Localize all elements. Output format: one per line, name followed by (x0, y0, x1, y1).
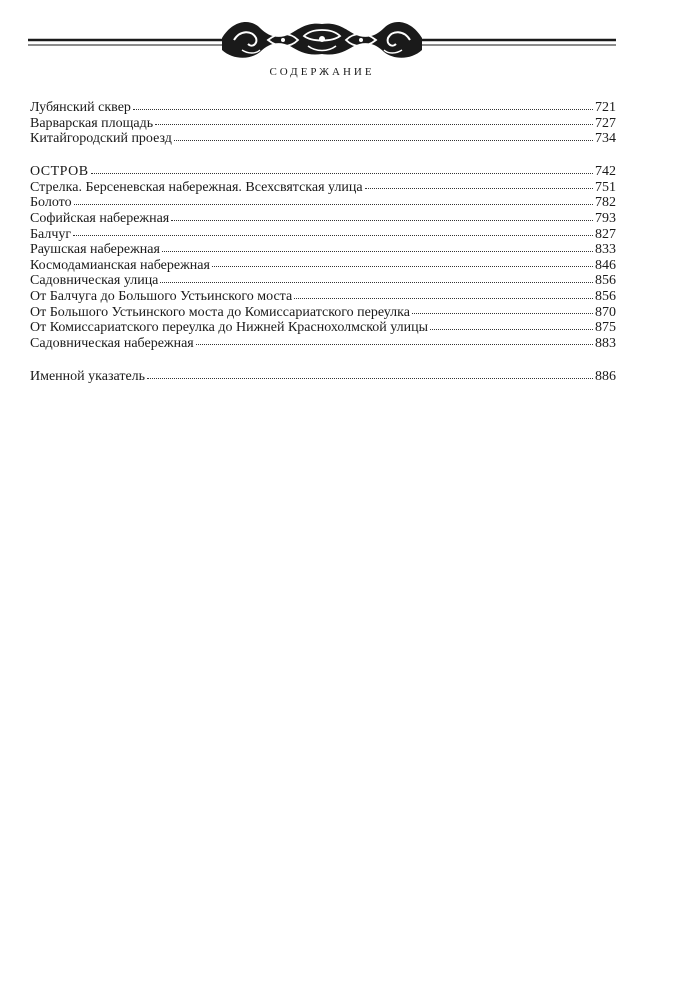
page-header (28, 10, 616, 90)
dot-leader (160, 281, 593, 283)
toc-entry-title: Варварская площадь (30, 115, 154, 131)
toc-entry (30, 320, 616, 336)
toc-entry-page: 875 (595, 320, 616, 336)
toc-entry-title: ОСТРОВ (30, 164, 89, 180)
dot-leader (171, 219, 593, 221)
toc-entry-title: Балчуг (30, 226, 72, 242)
toc-entry-title: Болото (30, 195, 72, 211)
toc-entry-title: Раушская набережная (30, 242, 160, 258)
toc-entry (30, 305, 616, 321)
toc-entry-page: 856 (595, 273, 616, 289)
dot-leader (430, 328, 593, 330)
toc-entry-page: 886 (595, 368, 616, 384)
toc-entry (30, 336, 616, 352)
toc-entry-page: 793 (595, 211, 616, 227)
dot-leader (212, 265, 593, 267)
toc-entry (30, 242, 616, 258)
dot-leader (294, 297, 593, 299)
toc-entry (30, 100, 616, 116)
toc-entry (30, 369, 616, 385)
dot-leader (91, 172, 593, 174)
toc-entry-page: 742 (595, 164, 616, 180)
toc-entry (30, 180, 616, 196)
page-title: СОДЕРЖАНИЕ (269, 66, 375, 78)
dot-leader (174, 139, 593, 141)
toc-group (30, 369, 616, 385)
toc-entry-page: 727 (595, 115, 616, 131)
toc-entry-title: Садовническая набережная (30, 335, 194, 351)
toc-entry-title: Космодамианская набережная (30, 257, 210, 273)
toc-entry-page: 782 (595, 195, 616, 211)
dot-leader (365, 187, 593, 189)
dot-leader (155, 123, 593, 125)
toc-entry (30, 131, 616, 147)
toc-entry (30, 258, 616, 274)
toc-entry-page: 734 (595, 131, 616, 147)
toc-entry-page: 721 (595, 100, 616, 115)
toc-entry (30, 116, 616, 132)
toc-group (30, 100, 616, 147)
toc-entry-page: 870 (595, 304, 616, 320)
dot-leader (133, 108, 593, 110)
dot-leader (196, 343, 593, 345)
dot-leader (73, 234, 593, 236)
dot-leader (74, 203, 593, 205)
toc-entry-title: От Большого Устьинского моста до Комиссариатского переулка (30, 304, 410, 320)
toc-entry-title: От Комиссариатского переулка до Нижней Краснохолмской улицы (30, 320, 429, 336)
toc-entry-title: Китайгородский проезд (30, 131, 172, 147)
toc-entry-title: Садовническая улица (30, 273, 159, 289)
dot-leader (162, 250, 593, 252)
toc-entry (30, 273, 616, 289)
toc-entry (30, 211, 616, 227)
toc-entry-title: Стрелка. Берсеневская набережная. Всехсвятская улица (30, 179, 363, 195)
toc-entry (30, 227, 616, 243)
toc-entry-page: 833 (595, 242, 616, 258)
toc-entry-page: 846 (595, 257, 616, 273)
toc-entry-page: 827 (595, 226, 616, 242)
toc-entry-title: Лубянский сквер (30, 100, 131, 115)
dot-leader (147, 377, 593, 379)
toc-entry (30, 289, 616, 305)
floral-ornament-icon (28, 10, 616, 66)
toc-entry-page: 856 (595, 289, 616, 305)
toc-entry-title: Софийская набережная (30, 211, 170, 227)
toc-entry (30, 195, 616, 211)
toc-section-heading (30, 164, 616, 180)
table-of-contents (30, 100, 616, 385)
toc-entry-page: 883 (595, 335, 616, 351)
toc-group (30, 164, 616, 351)
toc-entry-title: От Балчуга до Большого Устьинского моста (30, 289, 293, 305)
dot-leader (412, 312, 593, 314)
toc-entry-title: Именной указатель (30, 368, 146, 384)
toc-entry-page: 751 (595, 179, 616, 195)
